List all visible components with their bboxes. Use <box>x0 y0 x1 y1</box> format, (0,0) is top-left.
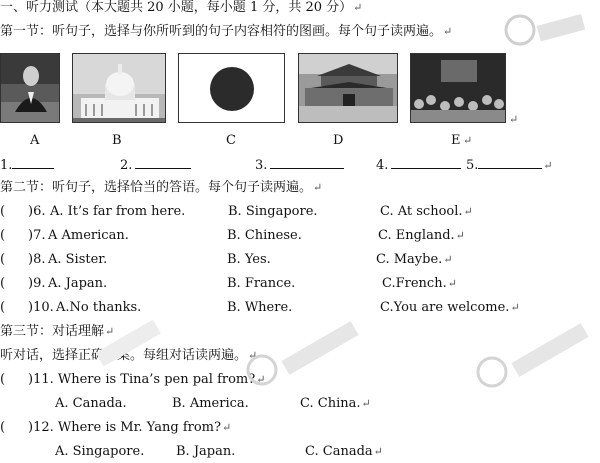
answer-blank-2: 2. <box>120 156 191 174</box>
watermark-logo-icon <box>470 320 600 400</box>
option-a[interactable]: A. Japan. <box>48 276 108 291</box>
option-b[interactable]: B. Where. <box>227 300 293 315</box>
blank-line[interactable] <box>478 156 542 169</box>
section3-heading: 第三节：对话理解↵ <box>0 324 115 339</box>
option-c[interactable]: C. Canada↵ <box>305 444 383 459</box>
picture-a <box>0 53 60 123</box>
crowd-photo-icon <box>411 54 506 123</box>
capitol-building-photo-icon <box>73 54 166 123</box>
option-c[interactable]: C.French.↵ <box>382 276 457 291</box>
section2-heading: 第二节：听句子，选择恰当的答语。每个句子读两遍。↵ <box>0 180 323 195</box>
section1-heading: 第一节：听句子，选择与你所听到的句子内容相符的图画。每个句子读两遍。↵ <box>0 24 453 39</box>
option-b[interactable]: B. America. <box>172 396 249 411</box>
blank-line[interactable] <box>270 156 344 169</box>
answer-blank-4: 4. <box>376 156 461 174</box>
question-number: )9. <box>28 276 46 291</box>
watermark-logo-icon <box>500 6 590 56</box>
option-a[interactable]: A. Sister. <box>48 252 108 267</box>
option-b[interactable]: B. Yes. <box>227 252 271 267</box>
picture-d <box>298 53 398 123</box>
answer-blank-3: 3. <box>255 156 344 174</box>
option-a[interactable]: A.No thanks. <box>56 300 142 315</box>
picture-label-e: E <box>451 133 461 148</box>
question-number: )6. <box>28 204 46 219</box>
question-number: )8. <box>28 252 46 267</box>
answer-blank-5: 5. ↵ <box>466 158 553 173</box>
businessman-photo-icon <box>1 54 60 123</box>
option-c[interactable]: C. England.↵ <box>378 228 465 243</box>
question-text: )11. Where is Tina’s pen pal from?↵ <box>28 372 266 387</box>
blank-line[interactable] <box>12 156 54 169</box>
option-c[interactable]: C. China.↵ <box>300 396 371 411</box>
picture-label-d: D <box>333 133 344 148</box>
picture-c <box>178 53 285 123</box>
option-b[interactable]: B. France. <box>227 276 296 291</box>
option-c[interactable]: C. At school.↵ <box>380 204 473 219</box>
blank-line[interactable] <box>391 156 461 169</box>
option-b[interactable]: B. Singapore. <box>228 204 318 219</box>
section-title: 一、听力测试（本大题共 20 小题，每小题 1 分，共 20 分）↵ <box>0 0 363 15</box>
question-number: )10. <box>28 300 54 315</box>
tiananmen-photo-icon <box>299 54 398 123</box>
option-c[interactable]: C.You are welcome.↵ <box>380 300 520 315</box>
option-a[interactable]: A American. <box>48 228 129 243</box>
picture-label-b: B <box>112 133 122 148</box>
option-a[interactable]: A. Singapore. <box>55 444 145 459</box>
option-a[interactable]: A. Canada. <box>55 396 127 411</box>
picture-label-c: C <box>226 133 236 148</box>
question-text: )12. Where is Mr. Yang from?↵ <box>28 420 232 435</box>
picture-b <box>72 53 166 123</box>
picture-label-a: A <box>30 133 40 148</box>
option-b[interactable]: B. Chinese. <box>227 228 302 243</box>
question-number: )7. <box>28 228 46 243</box>
option-b[interactable]: B. Japan. <box>176 444 236 459</box>
watermark-logo-icon <box>240 318 370 398</box>
watermark-logo-icon <box>90 320 170 370</box>
option-a[interactable]: A. It’s far from here. <box>50 204 186 219</box>
option-c[interactable]: C. Maybe.↵ <box>376 252 453 267</box>
blank-line[interactable] <box>135 156 191 169</box>
japan-flag-icon <box>179 54 285 123</box>
return-mark: ↵ <box>509 113 519 126</box>
picture-e <box>410 53 506 123</box>
answer-blank-1: 1. <box>0 156 54 174</box>
return-mark: ↵ <box>463 134 473 147</box>
section3-instructions: 听对话，选择正确答案。每组对话读两遍。↵ <box>0 348 258 363</box>
